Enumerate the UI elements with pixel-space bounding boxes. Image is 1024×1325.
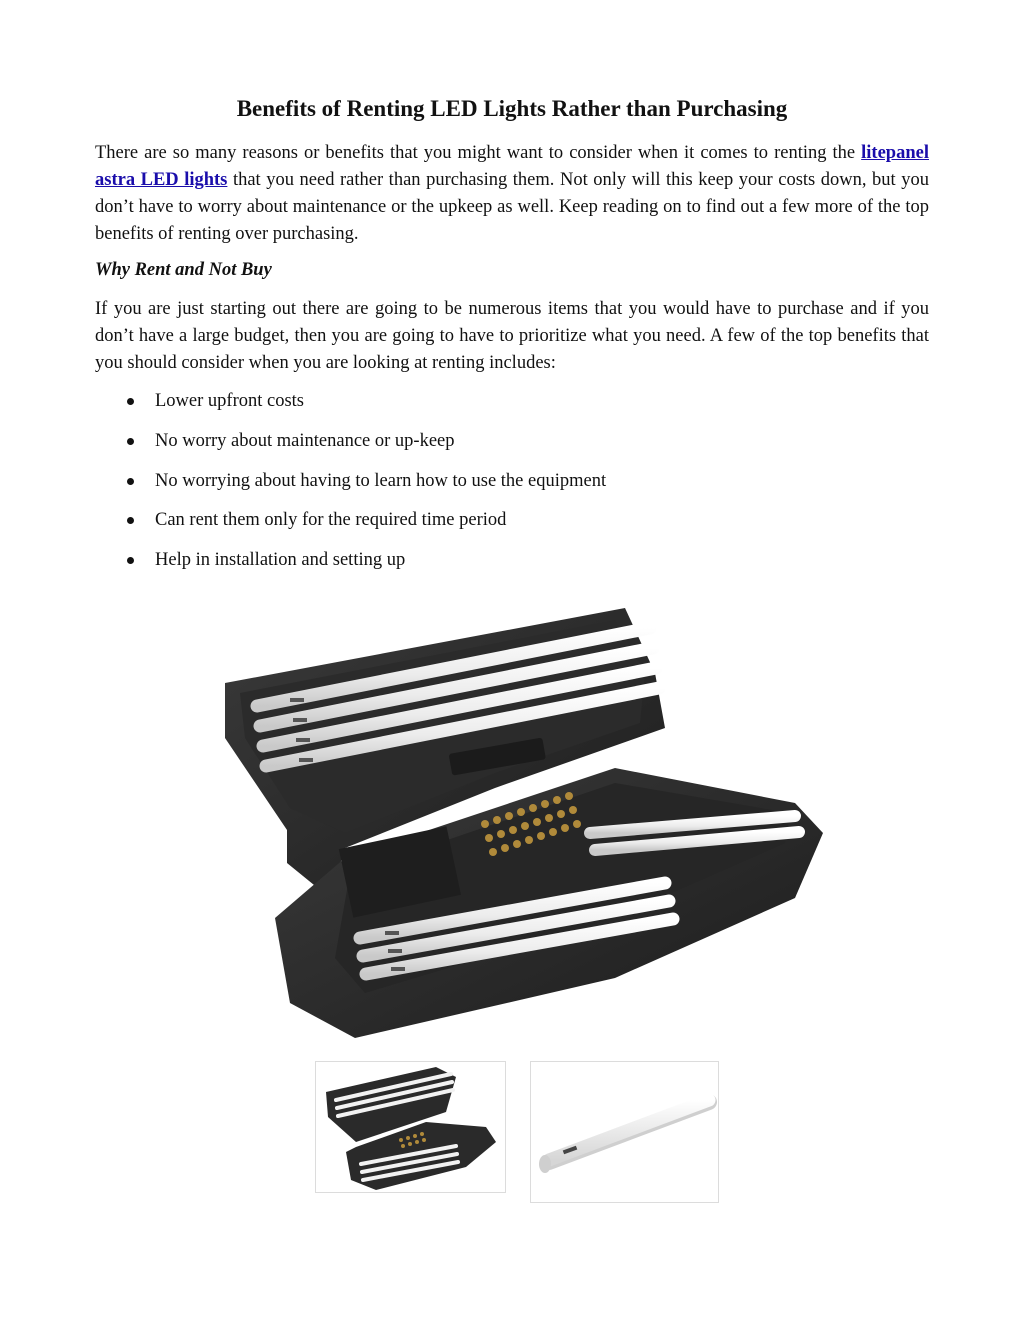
intro-paragraph (95, 140, 929, 248)
led-tube-case-image (195, 598, 845, 1043)
list-item: Can rent them only for the required time period (0, 506, 700, 534)
litepanel-astra-link[interactable]: litepanel astra LED lights (95, 143, 929, 190)
bullet-icon (127, 438, 134, 445)
list-item: No worrying about having to learn how to use the equipment (0, 467, 700, 495)
list-item: Help in installation and setting up (0, 546, 700, 574)
bullet-icon (127, 517, 134, 524)
section-subheading: Why Rent and Not Buy (95, 260, 272, 280)
page-title: Benefits of Renting LED Lights Rather than Purchasing (236, 96, 788, 121)
bullet-icon (127, 398, 134, 405)
bullet-icon (127, 557, 134, 564)
led-tube-case-thumbnail[interactable] (315, 1061, 506, 1193)
led-tube-thumbnail[interactable] (530, 1061, 719, 1203)
list-item: No worry about maintenance or up-keep (0, 427, 700, 455)
intro-text-before-link: There are so many reasons or benefits that you might want to consider when it comes to renting the (95, 143, 862, 163)
bullet-icon (127, 478, 134, 485)
body-paragraph: If you are just starting out there are going to be numerous items that you would have to purchase and if you don’t have a large budget, then you are going to have to prioritize what you need. A few of the top benefits that you should consider when you are looking at renting includes: (95, 299, 929, 373)
intro-text-after-link: that you need rather than purchasing them. Not only will this keep your costs down, but you don’t have to worry about maintenance or the upkeep as well. Keep reading on to find out a few more of the top benefits of renting over purchasing. (95, 170, 929, 244)
list-item: Lower upfront costs (0, 387, 700, 415)
